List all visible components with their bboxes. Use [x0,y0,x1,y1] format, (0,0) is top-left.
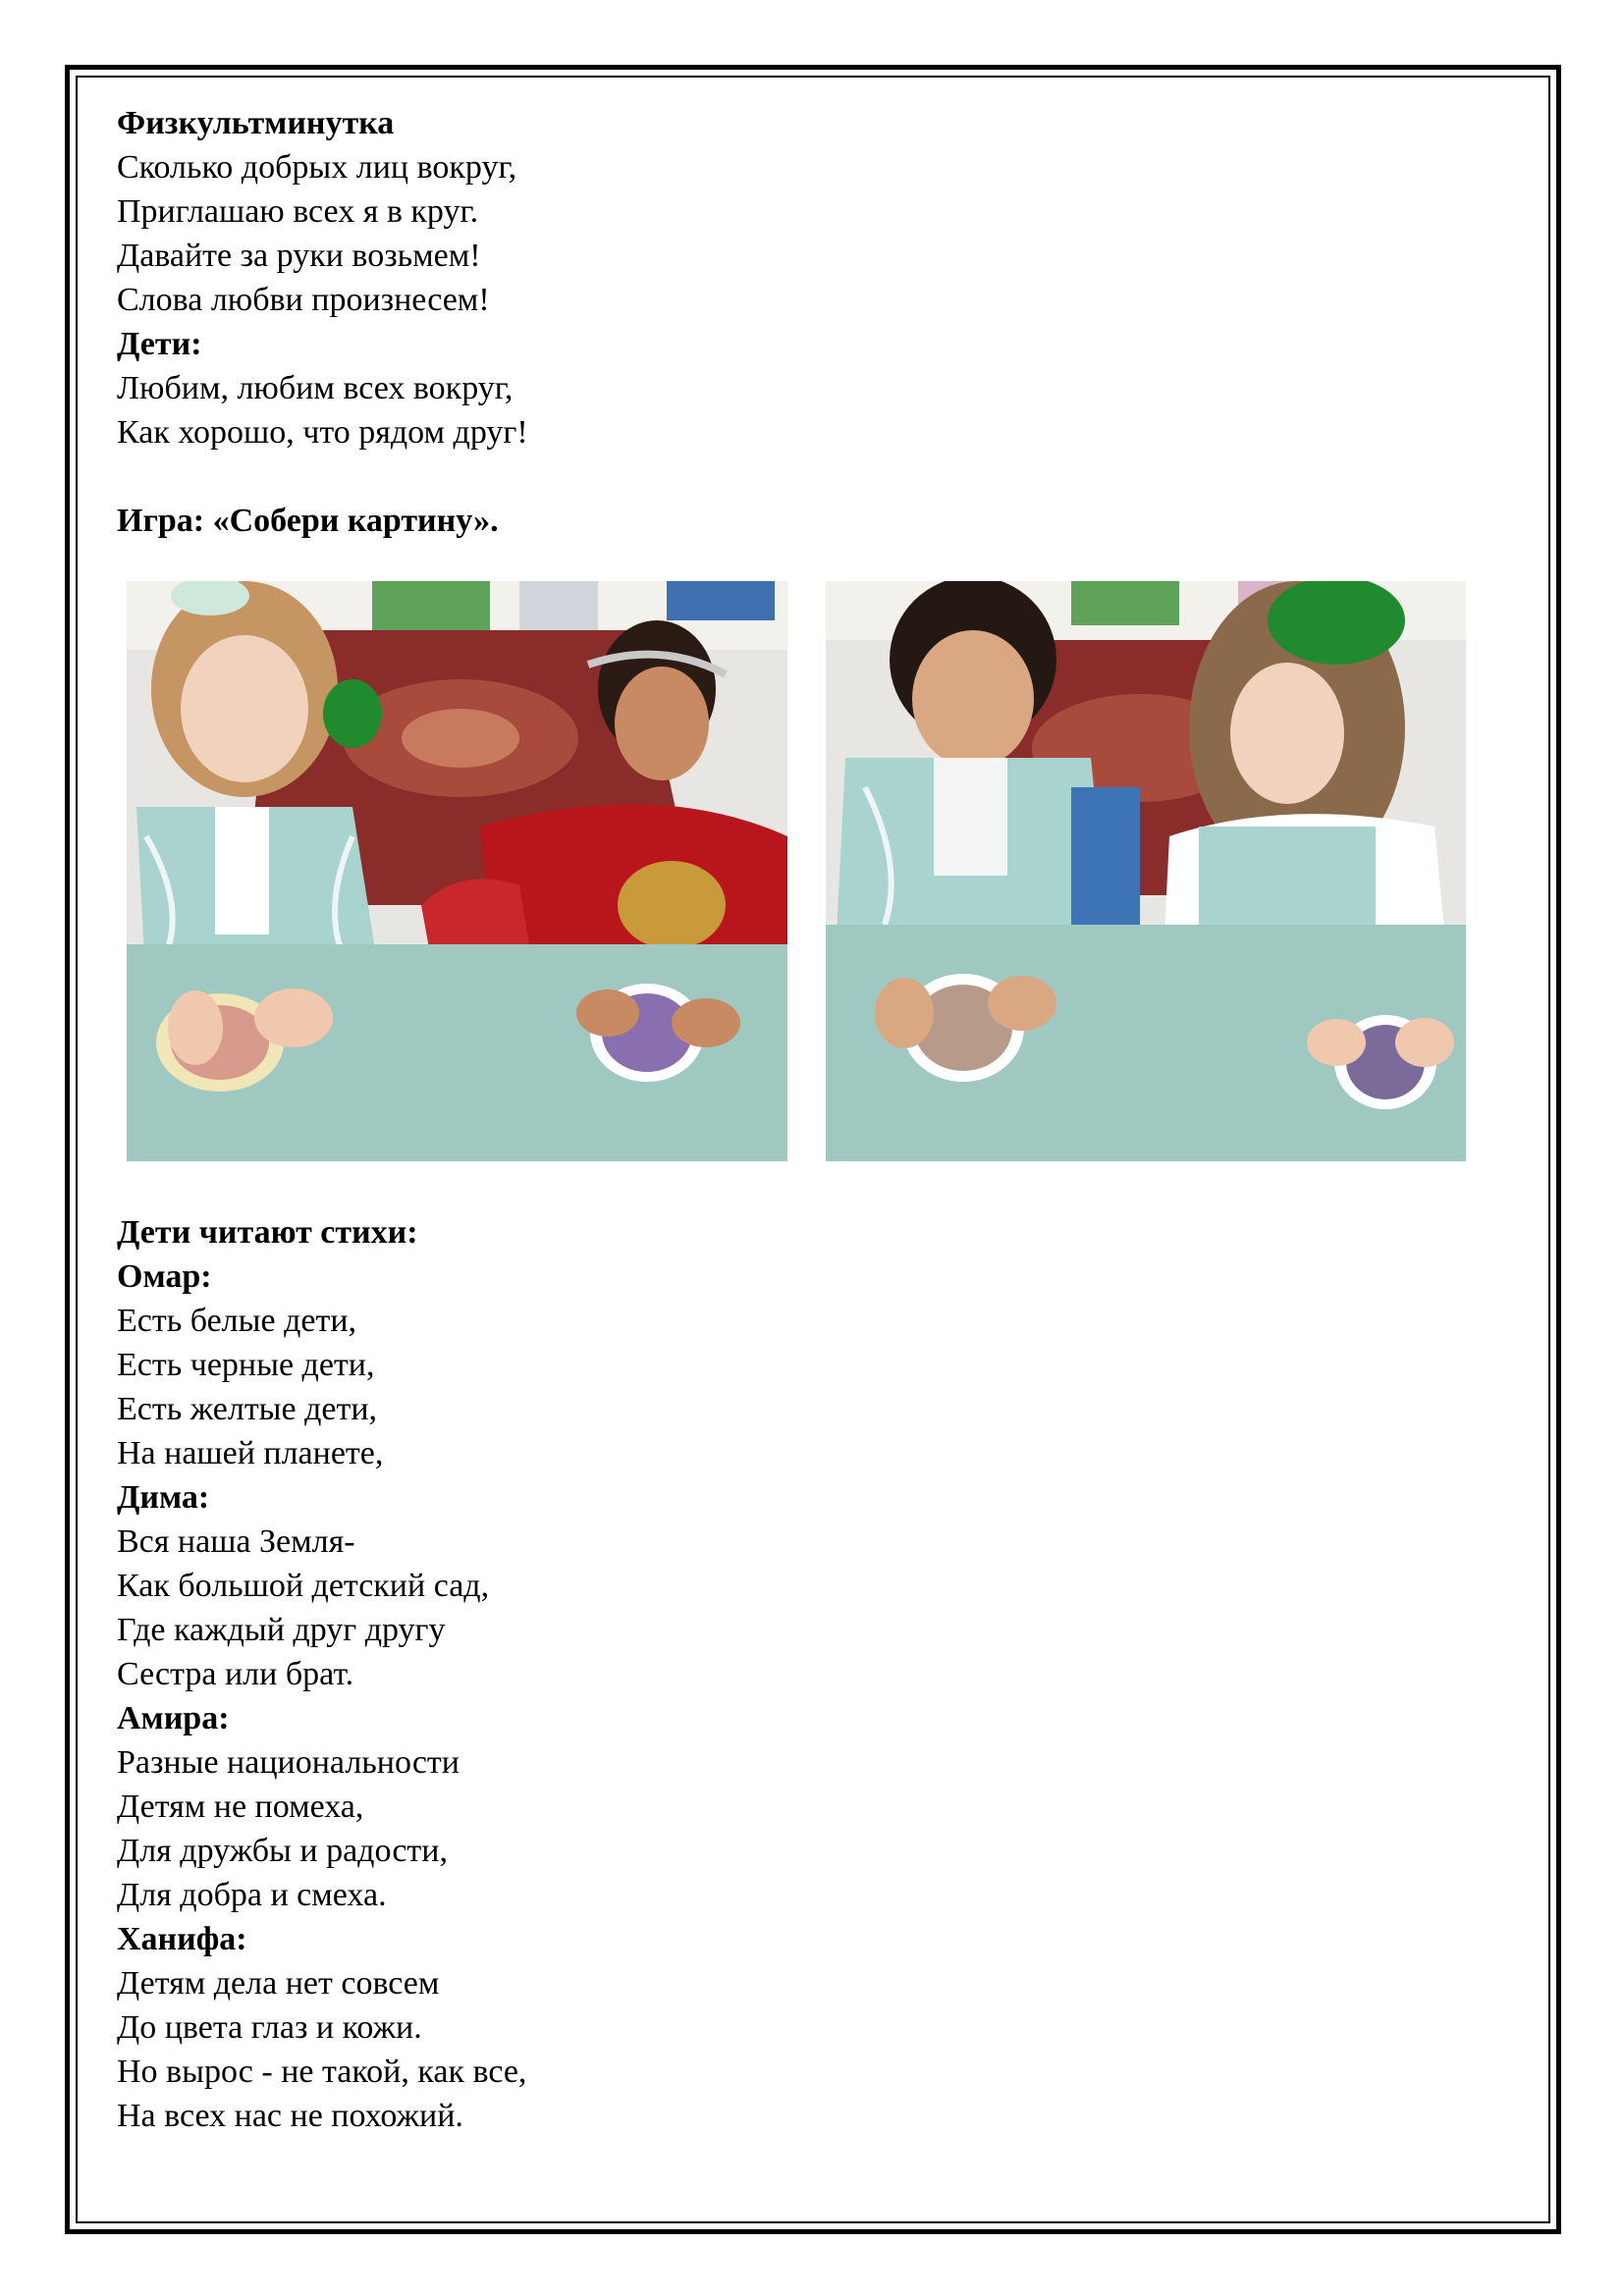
verse-line: Приглашаю всех я в круг. [117,193,479,230]
verse-line: Как хорошо, что рядом друг! [117,414,528,451]
verse-line: Любим, любим всех вокруг, [117,370,514,406]
verse-line: Сестра или брат. [117,1656,354,1692]
verse-line: Есть белые дети, [117,1303,357,1339]
verse-line: Сколько добрых лиц вокруг, [117,149,517,186]
verse-line: Давайте за руки возьмем! [117,238,481,274]
verse-line: До цвета глаз и кожи. [117,2009,422,2046]
verse-line: Есть желтые дети, [117,1391,378,1427]
verse-line: На всех нас не похожий. [117,2098,463,2134]
speaker-omar: Омар: [117,1258,212,1295]
game-title: Игра: «Собери картину». [117,503,499,539]
verse-line: Но вырос - не такой, как все, [117,2054,527,2090]
speaker-dima: Дима: [117,1479,210,1516]
speaker-amira: Амира: [117,1700,230,1736]
photo-children-puzzle-left [127,581,787,1161]
heading-fizkultminutka: Физкультминутка [117,105,395,141]
photo-children-puzzle-right [826,581,1466,1161]
verse-line: Как большой детский сад, [117,1568,490,1604]
verse-line: Для добра и смеха. [117,1877,387,1913]
verse-line: На нашей планете, [117,1435,384,1471]
verse-line: Детям не помеха, [117,1789,364,1825]
verse-line: Слова любви произнесем! [117,282,490,318]
verse-line: Где каждый друг другу [117,1612,446,1648]
speaker-hanifa: Ханифа: [117,1921,247,1957]
speaker-label: Дети: [117,326,202,362]
verse-line: Для дружбы и радости, [117,1833,448,1869]
verse-line: Детям дела нет совсем [117,1965,440,2002]
heading-poems: Дети читают стихи: [117,1214,418,1251]
verse-line: Есть черные дети, [117,1347,375,1383]
verse-line: Вся наша Земля- [117,1523,355,1560]
verse-line: Разные национальности [117,1744,460,1781]
